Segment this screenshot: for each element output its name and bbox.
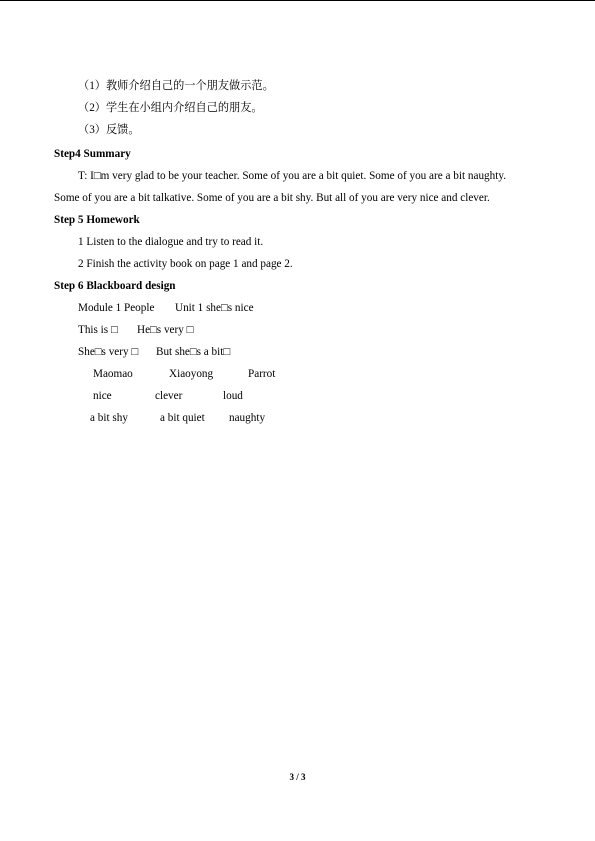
blackboard-name-maomao: Maomao [93,368,133,380]
page-top-rule [0,0,595,1]
homework-item-2: 2 Finish the activity book on page 1 and page 2. [78,258,293,270]
blackboard-trait-naughty: naughty [229,412,266,424]
blackboard-trait-a-bit-quiet: a bit quiet [160,412,205,424]
blackboard-name-xiaoyong: Xiaoyong [169,368,214,380]
activity-step-1: （1）教师介绍自己的一个朋友做示范。 [78,80,274,92]
blackboard-trait-a-bit-shy: a bit shy [90,412,128,424]
summary-heading: Step4 Summary [54,148,131,160]
summary-line-2: Some of you are a bit talkative. Some of you are a bit shy. But all of you are very nice and clever. [54,192,490,204]
blackboard-unit-title: Unit 1 she□s nice [175,302,254,314]
homework-item-1: 1 Listen to the dialogue and try to read it. [78,236,264,248]
blackboard-trait-clever: clever [155,390,183,402]
blackboard-row2-but-shes: But she□s a bit□ [156,346,231,358]
homework-heading: Step 5 Homework [54,214,140,226]
blackboard-row1-this-is: This is □ [78,324,118,336]
blackboard-trait-nice: nice [93,390,112,402]
blackboard-row1-hes-very: He□s very □ [137,324,194,336]
summary-line-1: T: I□m very glad to be your teacher. Some of you are a bit quiet. Some of you are a bit naughty. [78,170,506,182]
blackboard-row2-shes-very: She□s very □ [78,346,139,358]
blackboard-name-parrot: Parrot [248,368,276,380]
activity-step-3: （3）反馈。 [78,124,140,136]
blackboard-module-title: Module 1 People [78,302,155,314]
page-number: 3 / 3 [289,772,306,782]
blackboard-heading: Step 6 Blackboard design [54,280,176,292]
activity-step-2: （2）学生在小组内介绍自己的朋友。 [78,102,263,114]
blackboard-trait-loud: loud [223,390,243,402]
